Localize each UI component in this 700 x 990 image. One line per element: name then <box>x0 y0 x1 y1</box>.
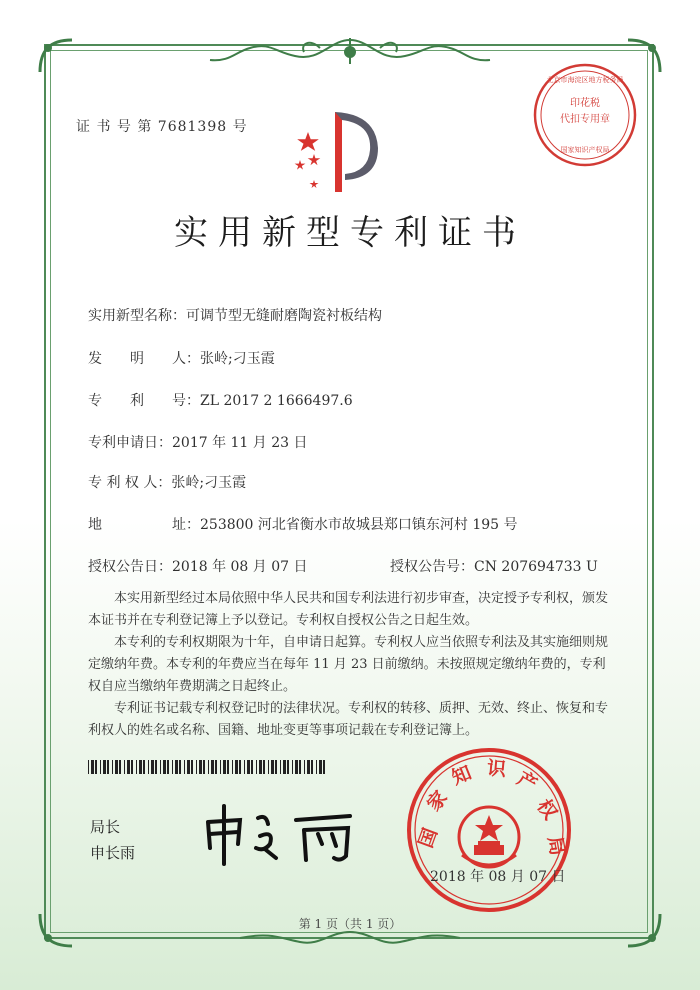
barcode-bar <box>227 760 229 774</box>
barcode-bar <box>235 760 238 774</box>
barcode-bar <box>107 760 109 774</box>
svg-text:家: 家 <box>422 786 452 816</box>
field-value: 2018 年 08 月 07 日 <box>172 559 308 575</box>
barcode-bar <box>167 760 169 774</box>
barcode-bar <box>307 760 310 774</box>
barcode-bar <box>88 760 89 774</box>
stamp-date: 2018 年 08 月 07 日 <box>430 869 566 885</box>
barcode-bar <box>280 760 281 774</box>
barcode-bar <box>304 760 305 774</box>
field-patentee <box>88 472 246 492</box>
svg-text:国: 国 <box>414 825 442 851</box>
field-value: ZL 2017 2 1666497.6 <box>200 393 353 409</box>
barcode-bar <box>136 760 137 774</box>
barcode-bar <box>223 760 226 774</box>
barcode-bar <box>187 760 190 774</box>
barcode-bar <box>268 760 269 774</box>
barcode-bar <box>139 760 142 774</box>
barcode-bar <box>95 760 97 774</box>
corner-ornament-top-left <box>36 36 76 76</box>
barcode-bar <box>271 760 274 774</box>
barcode-bar <box>299 760 301 774</box>
svg-text:识: 识 <box>486 757 507 781</box>
barcode-bar <box>175 760 178 774</box>
barcode-bar <box>148 760 149 774</box>
director-signature <box>200 800 370 870</box>
svg-text:局: 局 <box>543 834 569 858</box>
barcode-bar <box>143 760 145 774</box>
barcode-bar <box>103 760 106 774</box>
field-value: CN 207694733 U <box>474 559 598 575</box>
svg-text:产: 产 <box>513 767 541 797</box>
barcode-bar <box>127 760 130 774</box>
barcode-bar <box>263 760 265 774</box>
field-value: 张岭;刁玉霞 <box>171 475 247 491</box>
field-label: 发 明 人： <box>88 351 200 367</box>
barcode-bar <box>287 760 289 774</box>
field-value: 可调节型无缝耐磨陶瓷衬板结构 <box>186 308 382 324</box>
field-label: 专利申请日： <box>88 435 172 451</box>
barcode-bar <box>283 760 286 774</box>
barcode-bar <box>179 760 181 774</box>
field-grant-announcement-number <box>390 556 598 576</box>
barcode-bar <box>295 760 298 774</box>
barcode-bar <box>247 760 250 774</box>
body-paragraph-2: 本专利的专利权期限为十年，自申请日起算。专利权人应当依照专利法及其实施细则规定缴纳年费。本专利的年费应当在每年 11 月 23 日前缴纳。未按照规定缴纳年费的，专利权自应当缴纳年费期满之日起终止。 <box>88 635 609 694</box>
field-label: 授权公告号： <box>390 559 474 575</box>
page-footer: 第 1 页（共 1 页） <box>298 917 402 931</box>
field-value: 253800 河北省衡水市故城县郑口镇东河村 195 号 <box>200 517 518 533</box>
field-inventor <box>88 348 275 368</box>
barcode-bar <box>199 760 202 774</box>
barcode-bar <box>316 760 317 774</box>
barcode-bar <box>184 760 185 774</box>
top-ornament <box>200 34 500 70</box>
barcode-bar <box>155 760 157 774</box>
certificate-title: 实用新型专利证书 <box>174 213 526 253</box>
barcode-bar <box>275 760 277 774</box>
field-value: 2017 年 11 月 23 日 <box>172 435 308 451</box>
barcode-bar <box>115 760 118 774</box>
barcode-bar <box>196 760 197 774</box>
director-title: 局长 <box>90 818 121 836</box>
barcode-bar <box>131 760 133 774</box>
barcode-bar <box>232 760 233 774</box>
body-paragraph-3: 专利证书记载专利权登记时的法律状况。专利权的转移、质押、无效、终止、恢复和专利权人的姓名或名称、国籍、地址变更等事项记载在专利登记簿上。 <box>88 701 609 738</box>
barcode-bar <box>292 760 293 774</box>
field-label: 实用新型名称： <box>88 308 186 324</box>
barcode-bar <box>215 760 217 774</box>
barcode-bar <box>251 760 253 774</box>
svg-text:权: 权 <box>532 795 562 824</box>
field-label: 授权公告日： <box>88 559 172 575</box>
barcode-bar <box>163 760 166 774</box>
field-label: 专 利 权 人： <box>88 475 172 491</box>
barcode-bar <box>172 760 173 774</box>
barcode-bar <box>311 760 313 774</box>
barcode-bar <box>208 760 209 774</box>
barcode-bar <box>160 760 161 774</box>
svg-text:代扣专用章: 代扣专用章 <box>560 114 610 125</box>
svg-text:知: 知 <box>448 761 475 790</box>
barcode <box>88 760 328 774</box>
cnipa-official-seal <box>404 745 574 915</box>
certificate-number: 证 书 号 第 7681398 号 <box>76 119 248 135</box>
svg-text:国家知识产权局: 国家知识产权局 <box>560 146 610 154</box>
field-address <box>88 514 518 534</box>
svg-text:北京市海淀区地方税务局: 北京市海淀区地方税务局 <box>546 76 624 84</box>
barcode-bar <box>220 760 221 774</box>
barcode-bar <box>91 760 94 774</box>
body-paragraph-1: 本实用新型经过本局依照中华人民共和国专利法进行初步审查，决定授予专利权，颁发本证书并在专利登记簿上予以登记。专利权自授权公告之日起生效。 <box>88 591 609 628</box>
barcode-bar <box>191 760 193 774</box>
barcode-bar <box>259 760 262 774</box>
body-paragraphs <box>88 588 610 742</box>
field-filing-date <box>88 432 308 452</box>
tax-stamp-seal <box>530 60 640 170</box>
barcode-bar <box>256 760 257 774</box>
barcode-bar <box>100 760 101 774</box>
director-name: 申长雨 <box>90 844 136 862</box>
field-label: 专 利 号： <box>88 393 200 409</box>
barcode-bar <box>323 760 325 774</box>
cnipa-logo-icon <box>290 100 380 200</box>
field-label: 地 址： <box>88 517 200 533</box>
field-patent-number <box>88 390 353 410</box>
field-value: 张岭;刁玉霞 <box>200 351 275 367</box>
field-grant-announcement-date <box>88 556 308 576</box>
barcode-bar <box>119 760 121 774</box>
barcode-bar <box>203 760 205 774</box>
barcode-bar <box>124 760 125 774</box>
barcode-bar <box>211 760 214 774</box>
svg-text:印花税: 印花税 <box>570 98 600 109</box>
barcode-bar <box>151 760 154 774</box>
barcode-bar <box>112 760 113 774</box>
barcode-bar <box>239 760 241 774</box>
barcode-bar <box>319 760 322 774</box>
field-utility-model-name <box>88 305 382 325</box>
barcode-bar <box>244 760 245 774</box>
